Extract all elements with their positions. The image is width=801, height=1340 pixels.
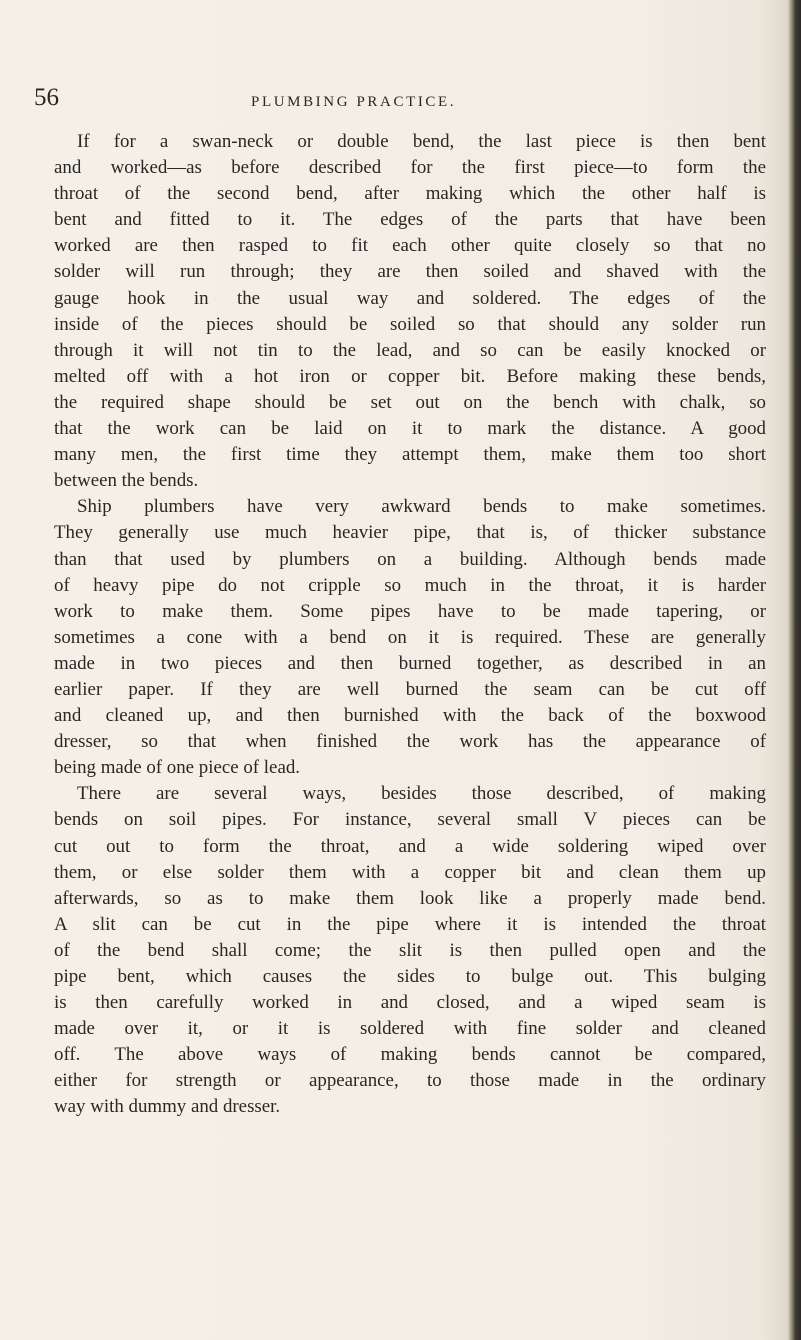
text-line: earlier paper. If they are well burned the seam can be cut off	[54, 678, 766, 700]
text-line: work to make them. Some pipes have to be made tapering, or	[54, 600, 766, 622]
text-line: either for strength or appearance, to those made in the ordinary	[54, 1070, 766, 1092]
text-line: being made of one piece of lead.	[54, 757, 300, 779]
text-line: A slit can be cut in the pipe where it is intended the throat	[54, 913, 766, 935]
text-line: made in two pieces and then burned together, as described in an	[54, 652, 766, 674]
text-line: through it will not tin to the lead, and so can be easily knocked or	[54, 339, 766, 361]
text-line: cut out to form the throat, and a wide soldering wiped over	[54, 835, 766, 857]
text-line: There are several ways, besides those described, of making	[77, 783, 766, 805]
text-line: bends on soil pipes. For instance, several small V pieces can be	[54, 809, 766, 831]
text-line: melted off with a hot iron or copper bit. Before making these bends,	[54, 365, 766, 387]
text-line: inside of the pieces should be soiled so that should any solder run	[54, 313, 766, 335]
text-line: many men, the first time they attempt them, make them too short	[54, 444, 766, 466]
text-line: and cleaned up, and then burnished with the back of the boxwood	[54, 705, 766, 727]
text-line: than that used by plumbers on a building. Although bends made	[54, 548, 766, 570]
text-line: afterwards, so as to make them look like a properly made bend.	[54, 887, 766, 909]
text-line: solder will run through; they are then soiled and shaved with the	[54, 261, 766, 283]
text-line: dresser, so that when finished the work has the appearance of	[54, 731, 766, 753]
text-line: sometimes a cone with a bend on it is required. These are generally	[54, 626, 766, 648]
text-line: throat of the second bend, after making which the other half is	[54, 183, 766, 205]
text-line: way with dummy and dresser.	[54, 1096, 281, 1118]
text-line: pipe bent, which causes the sides to bulge out. This bulging	[54, 966, 766, 987]
text-line: the required shape should be set out on the bench with chalk, so	[54, 391, 766, 413]
page-number: 56	[34, 84, 59, 111]
paragraph-ship-plumbers	[54, 494, 766, 781]
body-text	[54, 129, 766, 1121]
page-header	[0, 84, 801, 124]
text-line: worked are then rasped to fit each other quite closely so that no	[54, 235, 766, 257]
text-line: gauge hook in the usual way and soldered. The edges of the	[54, 287, 766, 309]
text-line: them, or else solder them with a copper bit and clean them up	[54, 861, 766, 883]
text-line: of the bend shall come; the slit is then pulled open and the	[54, 939, 766, 961]
running-head: PLUMBING PRACTICE.	[251, 94, 457, 110]
text-line: between the bends.	[54, 470, 199, 492]
text-line: that the work can be laid on it to mark the distance. A good	[54, 418, 766, 440]
text-line: of heavy pipe do not cripple so much in the throat, it is harder	[54, 574, 766, 596]
text-line: is then carefully worked in and closed, and a wiped seam is	[54, 992, 766, 1014]
text-line: off. The above ways of making bends cannot be compared,	[54, 1044, 766, 1066]
text-line: They generally use much heavier pipe, that is, of thicker substance	[54, 522, 766, 544]
text-line: Ship plumbers have very awkward bends to make sometimes.	[77, 496, 766, 518]
text-line: and worked—as before described for the first piece—to form the	[54, 157, 766, 179]
paragraph-several-ways	[54, 781, 766, 1120]
paragraph-swan-neck	[54, 129, 766, 494]
text-line: If for a swan-neck or double bend, the last piece is then bent	[77, 131, 766, 152]
page-edge-shadow	[787, 0, 801, 1340]
text-line: made over it, or it is soldered with fine solder and cleaned	[54, 1018, 766, 1040]
text-line: bent and fitted to it. The edges of the parts that have been	[54, 209, 766, 231]
